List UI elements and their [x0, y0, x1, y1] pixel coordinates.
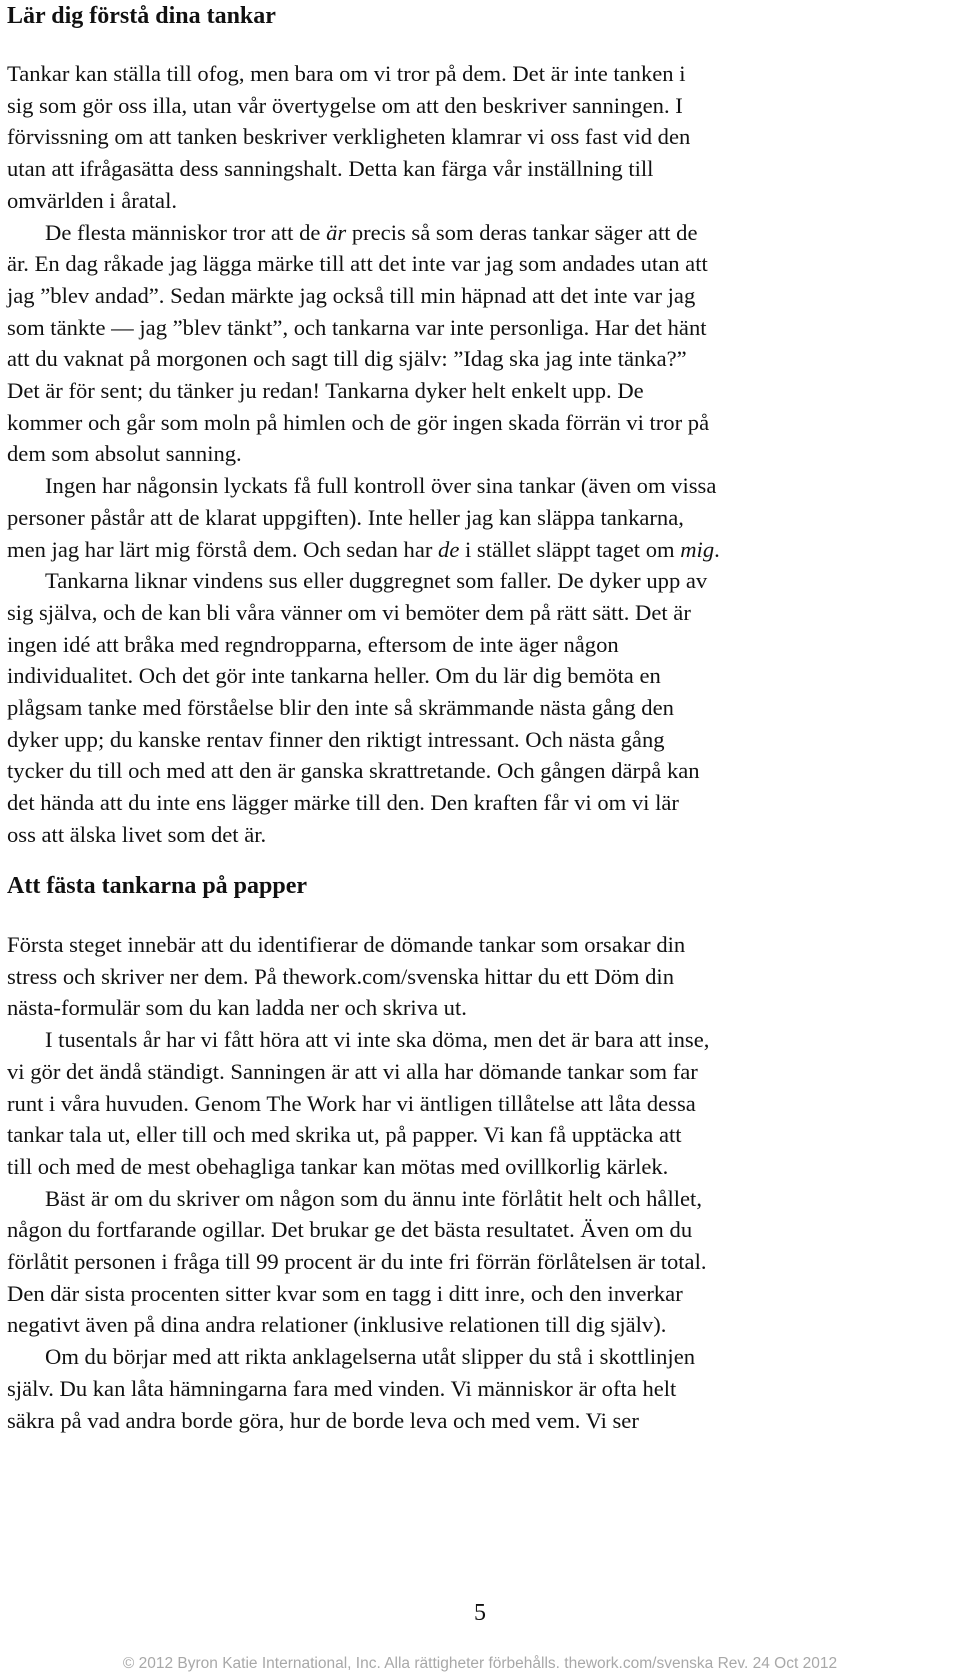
paragraph — [7, 1024, 953, 1183]
text-line: dyker upp; du kanske rentav finner den riktigt intressant. Och nästa gång — [7, 726, 665, 752]
text-line: någon du fortfarande ogillar. Det brukar ge det bästa resultatet. Även om du — [7, 1217, 693, 1243]
text-line: Om du börjar med att rikta anklagelserna utåt slipper du stå i skottlinjen — [45, 1344, 696, 1370]
text-line: det hända att du inte ens lägger märke till den. Den kraften får vi om vi lär — [7, 790, 679, 816]
text-line: men jag har lärt mig förstå dem. Och sedan har de i stället släppt taget om mig. — [7, 536, 720, 562]
page-footer: © 2012 Byron Katie International, Inc. Alla rättigheter förbehålls. thework.com/svenska Rev. 24 Oct 2012 — [122, 1655, 838, 1672]
paragraph — [7, 1341, 953, 1436]
paragraph — [7, 929, 953, 1024]
text-line: individualitet. Och det gör inte tankarna heller. Om du lär dig bemöta en — [7, 663, 661, 689]
text-line: ingen idé att bråka med regndropparna, eftersom de inte äger någon — [7, 631, 619, 657]
text-line: De flesta människor tror att de är precis så som deras tankar säger att de — [45, 219, 698, 245]
page-number: 5 — [474, 1600, 486, 1626]
text-line: I tusentals år har vi fått höra att vi inte ska döma, men det är bara att inse, — [45, 1027, 710, 1053]
text-line: utan att ifrågasätta dess sanningshalt. Detta kan färga vår inställning till — [7, 156, 654, 182]
text-line: Ingen har någonsin lyckats få full kontroll över sina tankar (även om vissa — [45, 473, 717, 499]
text-line: Det är för sent; du tänker ju redan! Tankarna dyker helt enkelt upp. De — [7, 378, 644, 404]
paragraph — [7, 565, 953, 850]
text-line: Tankar kan ställa till ofog, men bara om vi tror på dem. Det är inte tanken i — [7, 61, 686, 86]
text-line: omvärlden i åratal. — [7, 187, 178, 213]
text-line: Första steget innebär att du identifierar de dömande tankar som orsakar din — [7, 932, 686, 957]
text-line: plågsam tanke med förståelse blir den inte så skrämmande nästa gång den — [7, 695, 674, 720]
text-line: sig själva, och de kan bli våra vänner om vi bemöter dem på rätt sätt. Det är — [7, 599, 691, 625]
text-line: säkra på vad andra borde göra, hur de borde leva och med vem. Vi ser — [7, 1407, 639, 1433]
paragraph — [7, 58, 953, 217]
text-line: dem som absolut sanning. — [7, 441, 242, 467]
text-line: tycker du till och med att den är ganska skrattretande. Och gången därpå kan — [7, 758, 700, 784]
text-line: Den där sista procenten sitter kvar som en tagg i ditt inre, och den inverkar — [7, 1280, 683, 1306]
text-line: förvissning om att tanken beskriver verkligheten klamrar vi oss fast vid den — [7, 124, 691, 150]
text-line: kommer och går som moln på himlen och de gör ingen skada förrän vi tror på — [7, 409, 710, 435]
text-line: som tänkte — jag ”blev tänkt”, och tankarna var inte personliga. Har det hänt — [7, 314, 707, 340]
text-line: oss att älska livet som det är. — [7, 821, 267, 847]
text-line: Bäst är om du skriver om någon som du ännu inte förlåtit helt och hållet, — [45, 1185, 702, 1211]
text-line: vi gör det ändå ständigt. Sanningen är att vi alla har dömande tankar som far — [7, 1058, 698, 1084]
text-line: jag ”blev andad”. Sedan märkte jag också till min häpnad att det inte var jag — [7, 282, 696, 308]
text-line: till och med de mest obehagliga tankar kan mötas med ovillkorlig kärlek. — [7, 1153, 669, 1179]
text-line: tankar tala ut, eller till och med skrika ut, på papper. Vi kan få upptäcka att — [7, 1122, 682, 1148]
text-line: negativt även på dina andra relationer (inklusive relationen till dig själv). — [7, 1312, 667, 1338]
text-line: själv. Du kan låta hämningarna fara med vinden. Vi människor är ofta helt — [7, 1375, 677, 1401]
text-line: att du vaknat på morgonen och sagt till dig själv: ”Idag ska jag inte tänka?” — [7, 346, 687, 372]
section-heading: Att fästa tankarna på papper — [7, 873, 308, 899]
emphasis: mig — [680, 536, 715, 562]
text-line: Tankarna liknar vindens sus eller duggregnet som faller. De dyker upp av — [45, 568, 708, 594]
section-heading: Lär dig förstå dina tankar — [7, 3, 276, 29]
paragraph — [7, 470, 953, 565]
paragraph — [7, 1183, 953, 1342]
paragraph — [7, 217, 953, 471]
text-line: stress och skriver ner dem. På thework.com/svenska hittar du ett Döm din — [7, 963, 675, 989]
text-line: sig som gör oss illa, utan vår övertygelse om att den beskriver sanningen. I — [7, 92, 683, 118]
text-line: förlåtit personen i fråga till 99 procent är du inte fri förrän förlåtelsen är total. — [7, 1249, 707, 1274]
text-line: runt i våra huvuden. Genom The Work har vi äntligen tillåtelse att låta dessa — [7, 1090, 696, 1116]
text-line: är. En dag råkade jag lägga märke till att det inte var jag som andades utan att — [7, 251, 708, 277]
text-line: nästa-formulär som du kan ladda ner och skriva ut. — [7, 995, 467, 1021]
text-line: personer påstår att de klarat uppgiften). Inte heller jag kan släppa tankarna, — [7, 504, 684, 530]
emphasis: är — [326, 219, 347, 245]
emphasis: de — [438, 536, 460, 562]
